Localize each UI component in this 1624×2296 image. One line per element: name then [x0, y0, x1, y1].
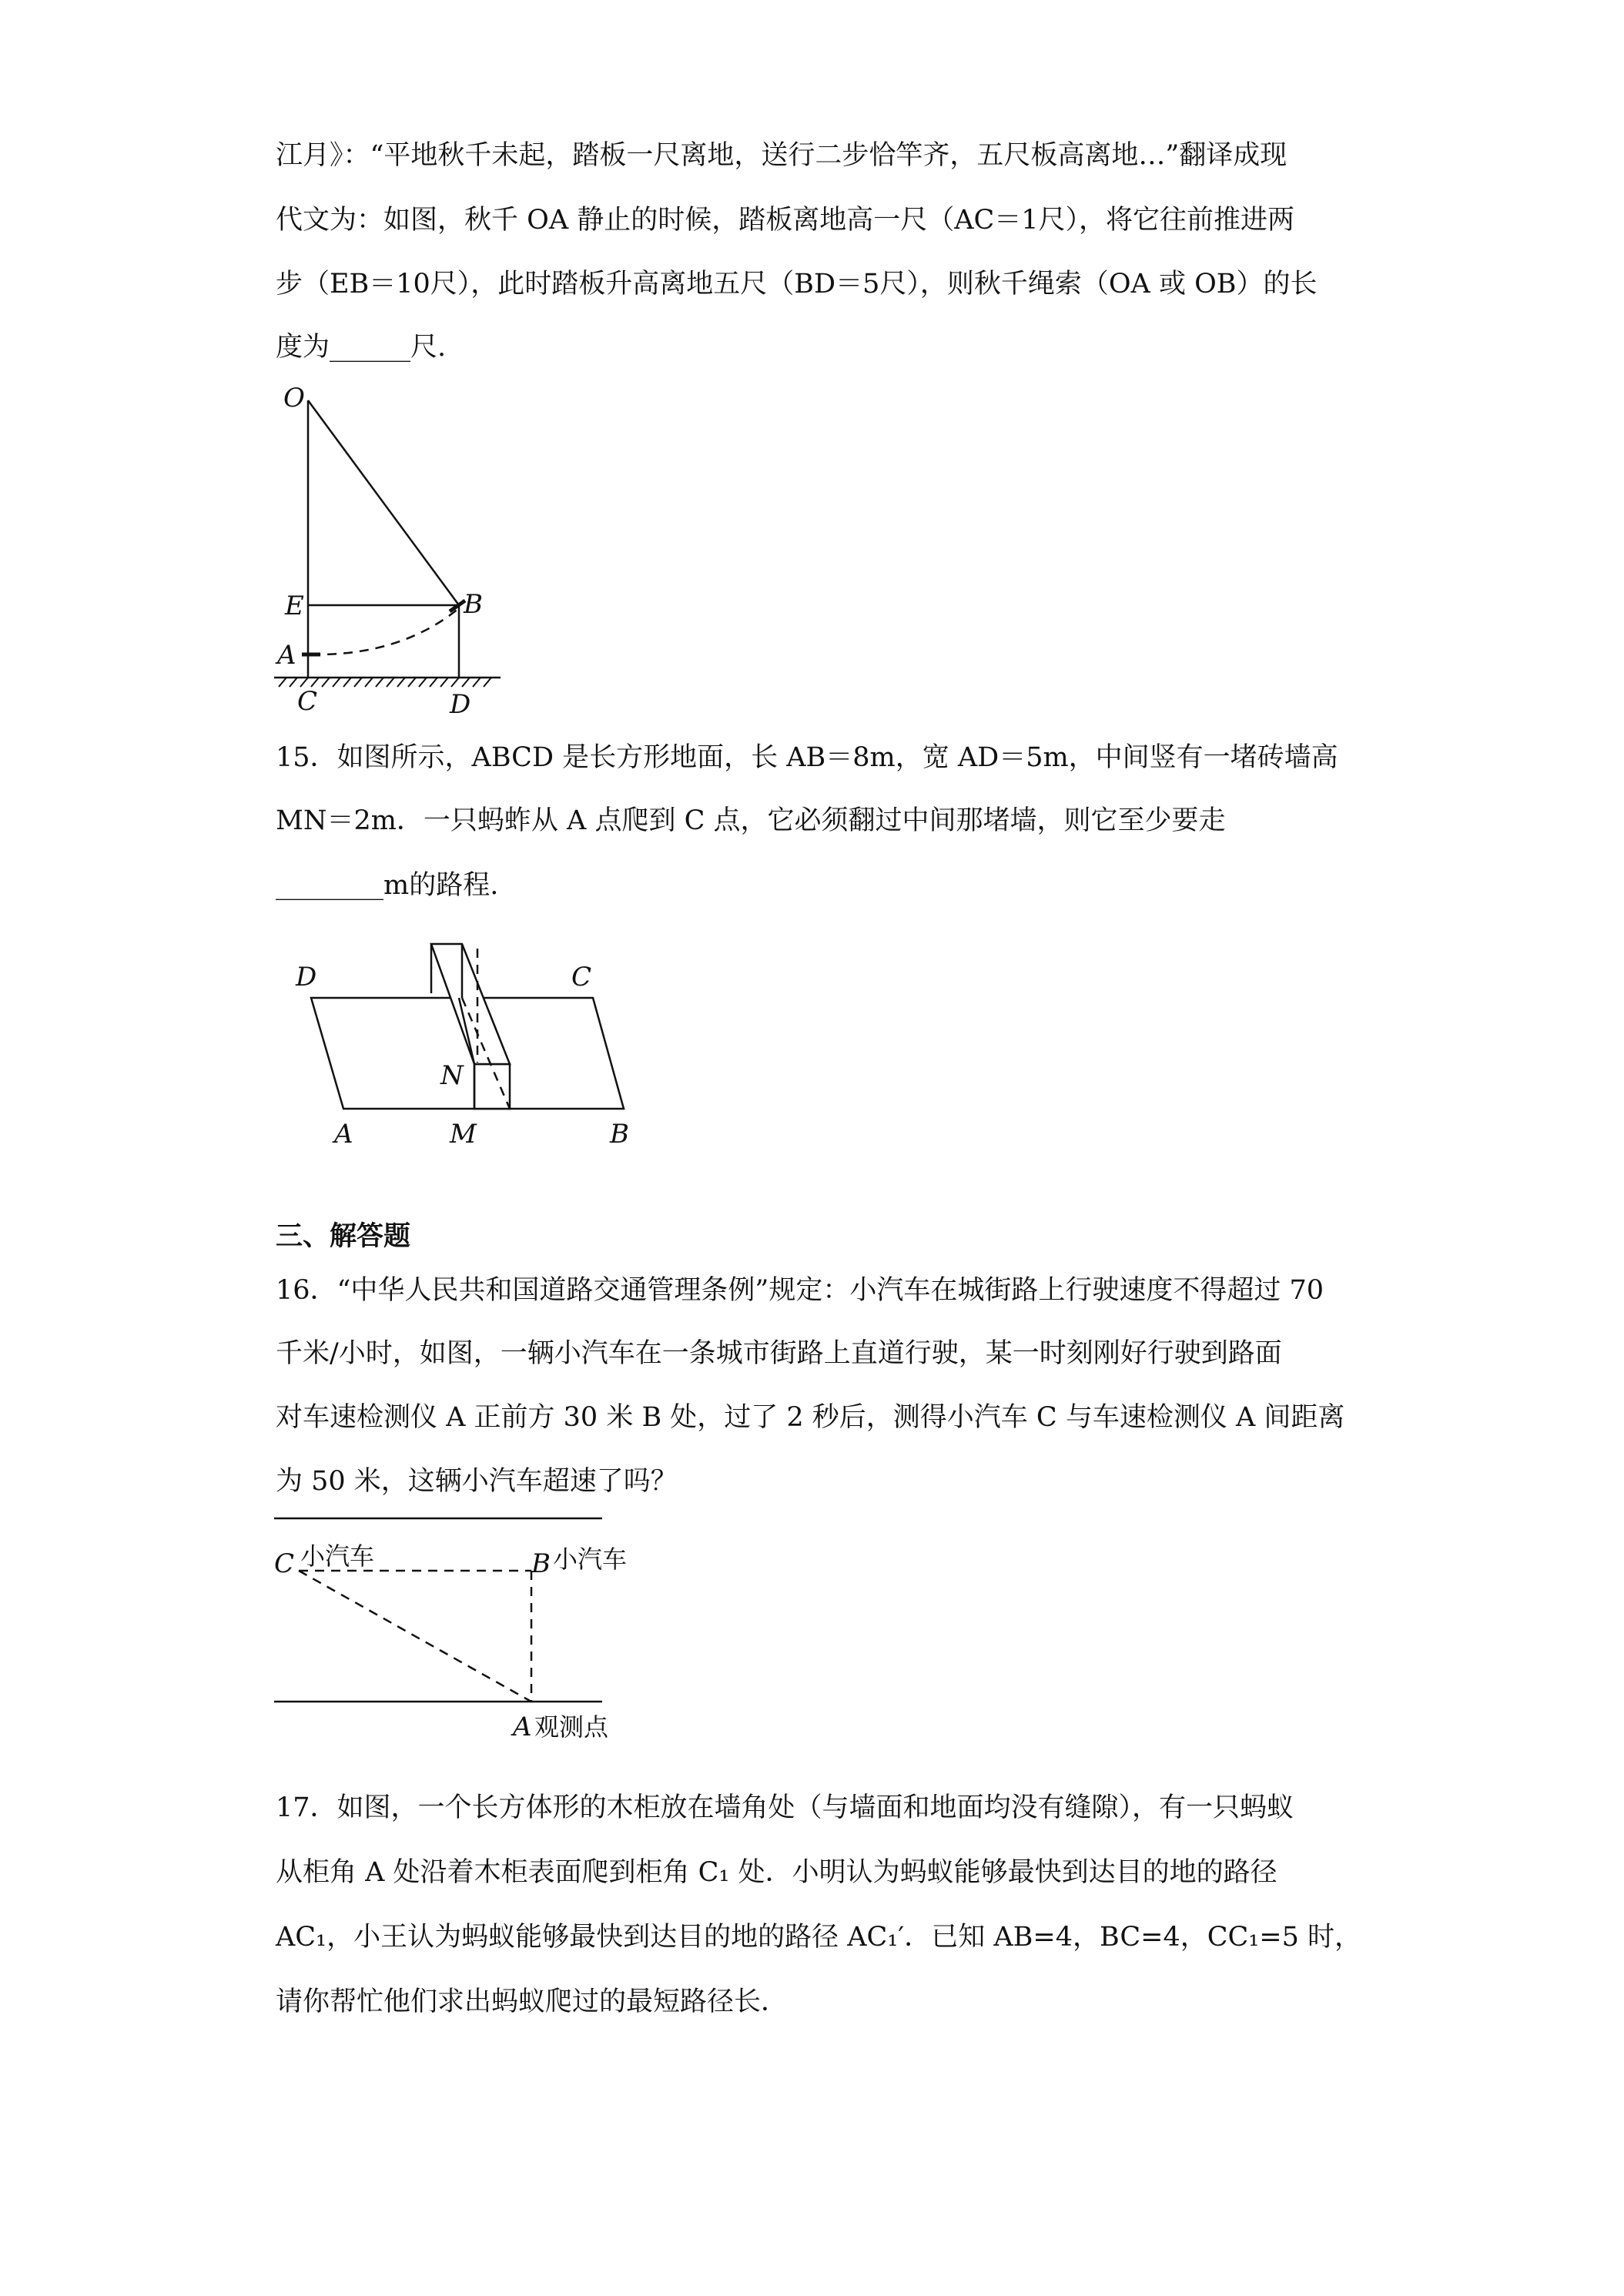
- section-heading: 三、解答题: [276, 1221, 411, 1252]
- label-b: B: [464, 589, 483, 620]
- p15-line-2: MN＝2m．一只蚂蚱从 A 点爬到 C 点，它必须翻过中间那堵墙，则它至少要走: [276, 805, 1226, 836]
- p14-line-3: 步（EB＝10尺），此时踏板升高离地五尺（BD＝5尺），则秋千绳索（OA 或 OB）的长: [276, 269, 1318, 300]
- label-b3: B: [531, 1548, 551, 1579]
- p17-line-1: 17．如图，一个长方体形的木柜放在墙角处（与墙面和地面均没有缝隙），有一只蚂蚁: [276, 1792, 1294, 1823]
- p14-line-4: 度为______尺.: [276, 332, 447, 363]
- label-m: M: [450, 1119, 477, 1150]
- p17-line-3: AC₁，小王认为蚂蚁能够最快到达目的地的路径 AC₁′．已知 AB=4，BC=4，CC₁=5 时，: [276, 1922, 1362, 1953]
- label-d2: D: [296, 962, 317, 992]
- label-e: E: [285, 591, 304, 621]
- p14-line-1: 江月》：“平地秋千未起，踏板一尺离地，送行二步恰竿齐，五尺板高离地…”翻译成现: [276, 140, 1287, 171]
- label-b2: B: [610, 1119, 629, 1150]
- p15-line-3: ________m的路程.: [276, 870, 499, 901]
- label-a: A: [277, 640, 296, 671]
- p16-line-3: 对车速检测仪 A 正前方 30 米 B 处，过了 2 秒后，测得小汽车 C 与车速检测仪 A 间距离: [276, 1402, 1345, 1433]
- label-d: D: [450, 689, 471, 720]
- label-o: O: [283, 383, 305, 413]
- p16-line-4: 为 50 米，这辆小汽车超速了吗？: [276, 1466, 678, 1497]
- label-car-c: 小汽车: [300, 1541, 375, 1571]
- label-car-b: 小汽车: [553, 1545, 628, 1574]
- label-c2: C: [571, 962, 592, 992]
- p17-line-2: 从柜角 A 处沿着木柜表面爬到柜角 C₁ 处．小明认为蚂蚁能够最快到达目的地的路径: [276, 1857, 1277, 1888]
- label-c3: C: [274, 1548, 295, 1579]
- p16-line-2: 千米/小时，如图，一辆小汽车在一条城市街路上直道行驶，某一时刻刚好行驶到路面: [276, 1338, 1282, 1369]
- label-n: N: [440, 1060, 464, 1091]
- label-observation-point: 观测点: [534, 1712, 609, 1742]
- p15-line-1: 15．如图所示，ABCD 是长方形地面，长 AB＝8m，宽 AD＝5m，中间竖有一堵砖墙高: [276, 742, 1338, 773]
- p14-line-2: 代文为：如图，秋千 OA 静止的时候，踏板离地高一尺（AC＝1尺），将它往前推进两: [276, 205, 1295, 236]
- label-a2: A: [334, 1119, 353, 1150]
- segment-ca: [299, 1571, 531, 1702]
- p17-line-4: 请你帮忙他们求出蚂蚁爬过的最短路径长．: [276, 1986, 789, 2017]
- p16-line-1: 16．“中华人民共和国道路交通管理条例”规定：小汽车在城街路上行驶速度不得超过 70: [276, 1275, 1324, 1306]
- label-c: C: [297, 686, 318, 717]
- label-a3: A: [513, 1712, 532, 1742]
